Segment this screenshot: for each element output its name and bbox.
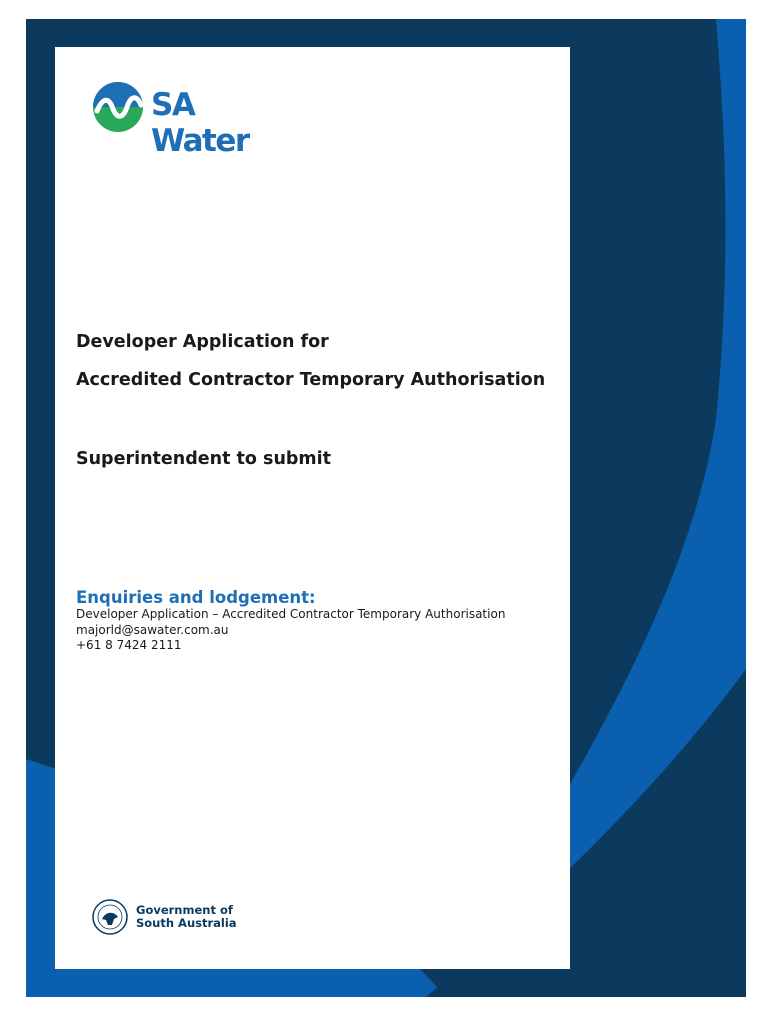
enquiries-heading: Enquiries and lodgement: <box>76 588 316 607</box>
piping-shrike-crest-icon <box>92 899 128 935</box>
document-title-line-2: Accredited Contractor Temporary Authorisation <box>76 370 546 390</box>
document-title-line-1: Developer Application for <box>76 332 329 352</box>
sa-water-wordmark: SA Water <box>151 87 249 159</box>
document-subtitle: Superintendent to submit <box>76 449 332 469</box>
enquiries-application-name: Developer Application – Accredited Contractor Temporary Authorisation <box>76 607 506 621</box>
cover-panel <box>55 47 570 969</box>
enquiries-phone: +61 8 7424 2111 <box>76 638 182 652</box>
sa-water-logo <box>91 81 301 159</box>
government-text <box>136 904 237 930</box>
government-line-1: Government of <box>136 903 233 917</box>
enquiries-email[interactable]: majorld@sawater.com.au <box>76 623 229 637</box>
government-of-south-australia-logo <box>92 899 252 939</box>
government-line-2: South Australia <box>136 916 237 930</box>
sa-water-logo-icon <box>91 81 145 133</box>
